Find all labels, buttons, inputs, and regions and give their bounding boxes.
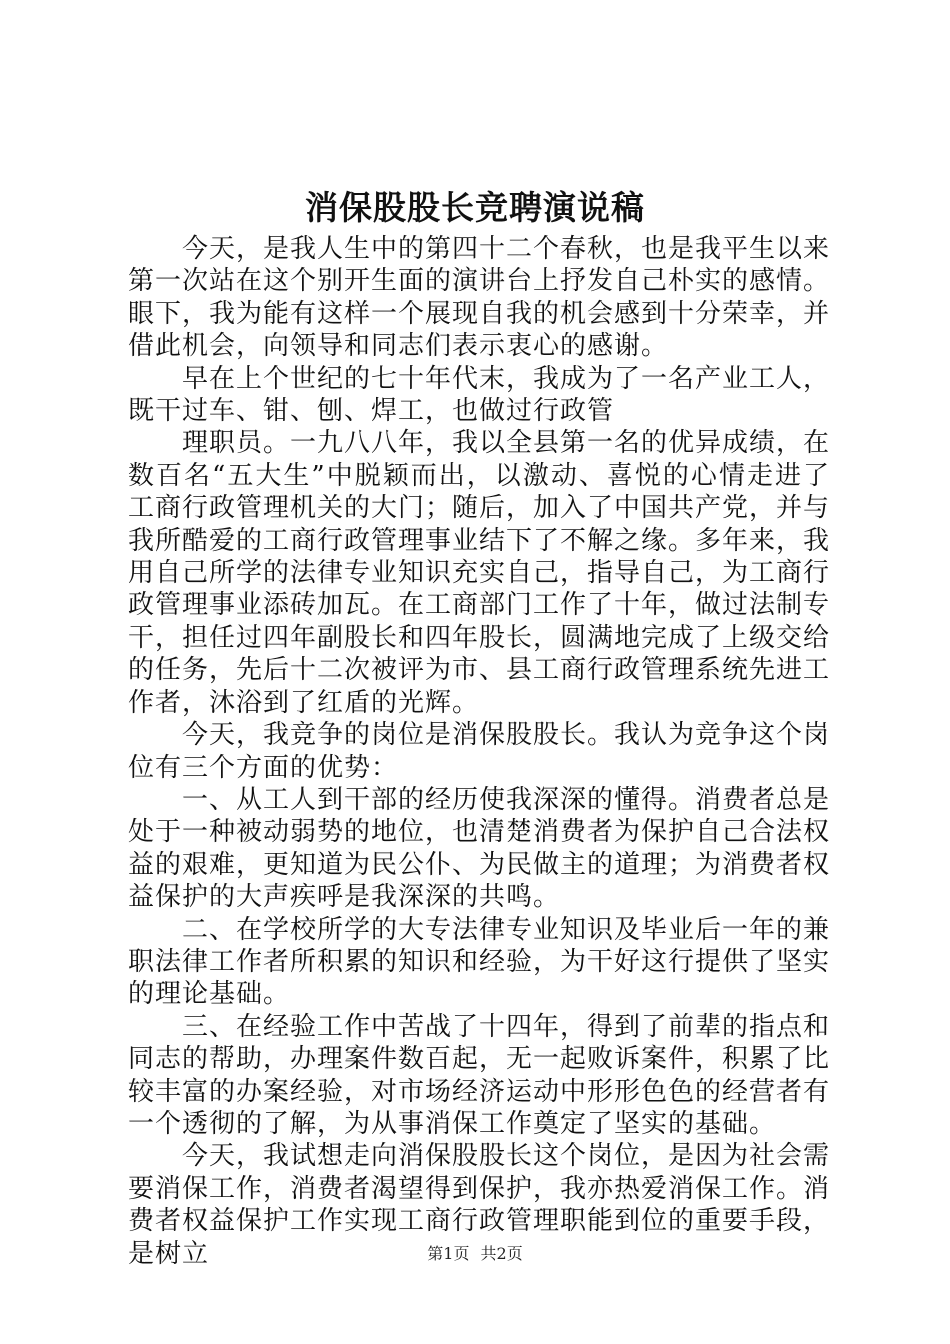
paragraph: 理职员。一九八八年，我以全县第一名的优异成绩，在数百名“五大生”中脱颖而出，以激动、喜悦的心情走进了工商行政管理机关的大门；随后，加入了中国共产党，并与我所酷爱的工商行政管理事业结下了不解之缘。多年来，我用自己所学的法律专业知识充实自己，指导自己，为工商行政管理事业添砖加瓦。在工商部门工作了十年，做过法制专干，担任过四年副股长和四年股长，圆满地完成了上级交给的任务，先后十二次被评为市、县工商行政管理系统先进工作者，沐浴到了红盾的光辉。 — [128, 428, 831, 718]
document-title: 消保股股长竞聘演说稿 — [305, 188, 645, 227]
paragraph: 二、在学校所学的大专法律专业知识及毕业后一年的兼职法律工作者所积累的知识和经验，为干好这行提供了坚实的理论基础。 — [128, 914, 831, 1010]
paragraph: 三、在经验工作中苦战了十四年，得到了前辈的指点和同志的帮助，办理案件数百起，无一起败诉案件，积累了比较丰富的办案经验，对市场经济运动中形形色色的经营者有一个透彻的了解，为从事消保工作奠定了坚实的基础。 — [128, 1011, 831, 1139]
paragraph: 今天，我试想走向消保股股长这个岗位，是因为社会需要消保工作，消费者渴望得到保护，我亦热爱消保工作。消费者权益保护工作实现工商行政管理职能到位的重要手段，是树立 — [128, 1141, 831, 1269]
paragraph: 早在上个世纪的七十年代末，我成为了一名产业工人，既干过车、钳、刨、焊工，也做过行政管 — [128, 363, 831, 427]
paragraph: 今天，是我人生中的第四十二个春秋，也是我平生以来第一次站在这个别开生面的演讲台上抒发自己朴实的感情。眼下，我为能有这样一个展现自我的机会感到十分荣幸，并借此机会，向领导和同志们表示衷心的感谢。 — [128, 234, 831, 362]
page-number: 第1页 — [427, 1244, 470, 1263]
paragraph: 今天，我竞争的岗位是消保股股长。我认为竞争这个岗位有三个方面的优势： — [128, 720, 831, 783]
page-footer — [0, 1244, 950, 1264]
page-total: 共2页 — [480, 1244, 523, 1263]
document-body — [128, 233, 830, 1270]
paragraph: 一、从工人到干部的经历使我深深的懂得。消费者总是处于一种被动弱势的地位，也清楚消费者为保护自己合法权益的艰难，更知道为民公仆、为民做主的道理；为消费者权益保护的大声疾呼是我深深的共鸣。 — [128, 784, 831, 913]
